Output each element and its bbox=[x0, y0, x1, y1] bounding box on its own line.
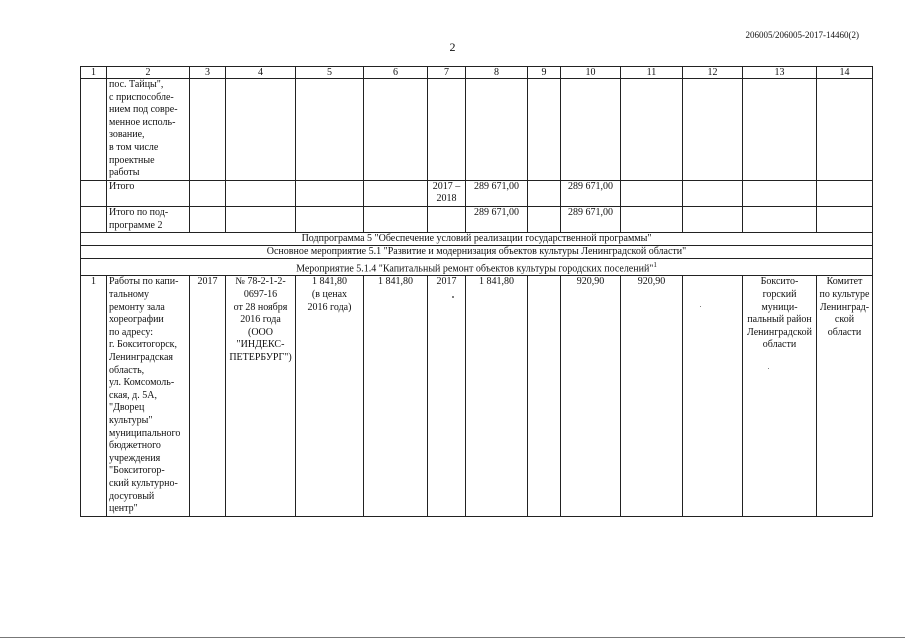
item-municipality: Боксито- горский муници- пальный район Ленинградской области bbox=[743, 276, 817, 516]
item-col10: 920,90 bbox=[561, 276, 621, 516]
program-table bbox=[80, 66, 873, 517]
subprogram-total-amount: 289 671,00 bbox=[466, 206, 528, 232]
total-label: Итого bbox=[107, 180, 190, 206]
col-number: 12 bbox=[683, 67, 743, 79]
total-years: 2017 – 2018 bbox=[428, 180, 466, 206]
item-year: 2017 bbox=[190, 276, 226, 516]
scan-speck bbox=[700, 306, 701, 307]
col-number: 5 bbox=[296, 67, 364, 79]
page-number: 2 bbox=[449, 40, 456, 54]
item-responsible: Комитет по культуре Ленинград- ской области bbox=[817, 276, 873, 516]
footnote-mark: 1 bbox=[653, 261, 657, 270]
col-number: 10 bbox=[561, 67, 621, 79]
table-row bbox=[81, 79, 873, 181]
total-amount: 289 671,00 bbox=[466, 180, 528, 206]
table-row bbox=[81, 180, 873, 206]
col-number: 1 bbox=[81, 67, 107, 79]
column-number-row bbox=[81, 67, 873, 79]
item-col6: 1 841,80 bbox=[364, 276, 428, 516]
item-document: № 78-2-1-2- 0697-16 от 28 ноября 2016 года (ООО "ИНДЕКС- ПЕТЕРБУРГ") bbox=[226, 276, 296, 516]
col-number: 14 bbox=[817, 67, 873, 79]
item-number: 1 bbox=[81, 276, 107, 516]
col-number: 2 bbox=[107, 67, 190, 79]
scan-speck bbox=[452, 296, 454, 298]
item-col8: 1 841,80 bbox=[466, 276, 528, 516]
scan-edge bbox=[0, 637, 905, 638]
item-description: Работы по капи- тальному ремонту зала хореографии по адресу: г. Бокситогорск, Ленинградская область, ул. Комсомоль- ская, д. 5А, "Дворец культуры" муниципального бюджетного учреждения "Бокситогор- ский культурно- досуговый центр" bbox=[107, 276, 190, 516]
col-number: 8 bbox=[466, 67, 528, 79]
item-col11: 920,90 bbox=[621, 276, 683, 516]
event-title-cell bbox=[81, 259, 873, 276]
document-number: 206005/206005-2017-14460(2) bbox=[745, 30, 859, 40]
subprogram-title: Подпрограмма 5 "Обеспечение условий реализации государственной программы" bbox=[81, 233, 873, 246]
table-row bbox=[81, 276, 873, 516]
main-event-title: Основное мероприятие 5.1 "Развитие и модернизация объектов культуры Ленинградской области" bbox=[81, 246, 873, 259]
item-cost: 1 841,80 (в ценах 2016 года) bbox=[296, 276, 364, 516]
scan-speck bbox=[768, 368, 769, 369]
col-number: 4 bbox=[226, 67, 296, 79]
col-number: 13 bbox=[743, 67, 817, 79]
col-number: 6 bbox=[364, 67, 428, 79]
item-col7: 2017 bbox=[428, 276, 466, 516]
col-number: 11 bbox=[621, 67, 683, 79]
section-row bbox=[81, 233, 873, 246]
col-number: 3 bbox=[190, 67, 226, 79]
col-number: 7 bbox=[428, 67, 466, 79]
event-title: Мероприятие 5.1.4 "Капитальный ремонт объектов культуры городских поселений" bbox=[296, 263, 654, 275]
subprogram-total-amount: 289 671,00 bbox=[561, 206, 621, 232]
continued-description: пос. Тайцы", с приспособле- нием под совре- менное исполь- зование, в том числе проектные работы bbox=[107, 79, 190, 181]
section-row bbox=[81, 259, 873, 276]
table-row bbox=[81, 206, 873, 232]
subprogram-total-label: Итого по под- программе 2 bbox=[107, 206, 190, 232]
col-number: 9 bbox=[528, 67, 561, 79]
total-amount: 289 671,00 bbox=[561, 180, 621, 206]
section-row bbox=[81, 246, 873, 259]
